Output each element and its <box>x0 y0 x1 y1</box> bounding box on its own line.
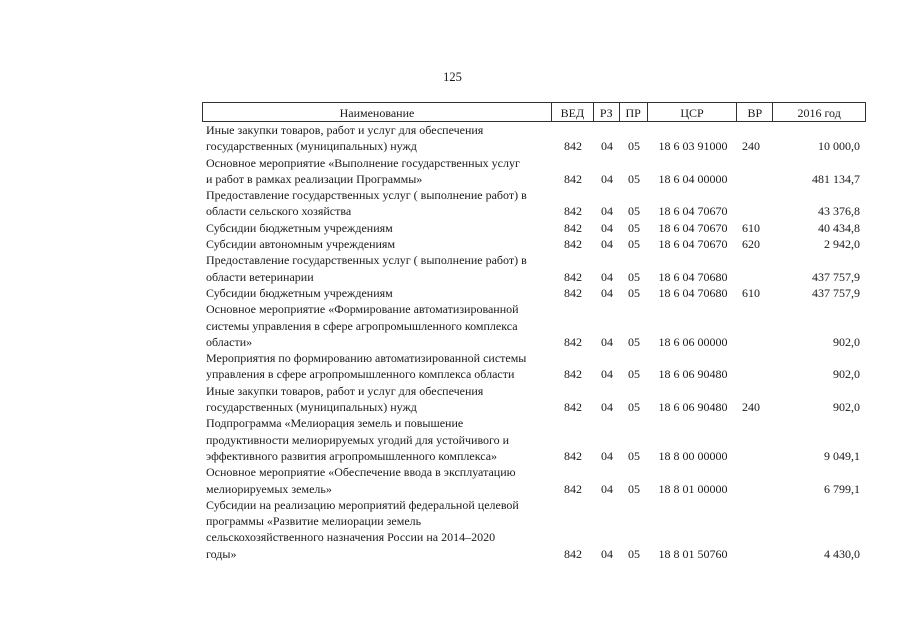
header-name: Наименование <box>203 103 552 121</box>
row-name-line: и работ в рамках реализации Программы» <box>206 171 423 186</box>
row-name-line: Иные закупки товаров, работ и услуг для обеспечения <box>206 383 484 398</box>
row-pr: 05 <box>628 237 640 252</box>
row-ved: 842 <box>564 334 582 349</box>
table-row <box>202 350 866 383</box>
row-name-line: государственных (муниципальных) нужд <box>206 139 417 154</box>
row-csr: 18 6 04 70670 <box>658 220 728 235</box>
row-name-line: Подпрограмма «Мелиорация земель и повышение <box>206 416 464 431</box>
table-row <box>202 236 866 252</box>
row-name <box>202 122 552 155</box>
row-name-line: Субсидии бюджетным учреждениям <box>206 220 393 235</box>
row-csr: 18 6 04 70680 <box>658 269 728 284</box>
row-rz: 04 <box>601 220 613 235</box>
row-ved: 842 <box>564 448 582 463</box>
header-csr: ЦСР <box>648 103 738 121</box>
row-csr: 18 8 01 00000 <box>658 481 728 496</box>
row-amount: 43 376,8 <box>818 204 860 219</box>
page-number: 125 <box>443 70 462 84</box>
row-ved: 842 <box>564 237 582 252</box>
row-ved: 842 <box>564 285 582 300</box>
row-name <box>202 350 552 383</box>
row-name-line: Предоставление государственных услуг ( выполнение работ) в <box>206 253 527 268</box>
row-name-line: Субсидии бюджетным учреждениям <box>206 285 393 300</box>
row-amount: 437 757,9 <box>812 269 860 284</box>
row-name-line: эффективного развития агропромышленного комплекса» <box>206 448 498 463</box>
row-csr: 18 8 01 50760 <box>658 546 728 561</box>
row-amount: 9 049,1 <box>824 448 860 463</box>
row-name-line: управления в сфере агропромышленного комплекса области <box>206 367 515 382</box>
row-amount: 481 134,7 <box>812 171 860 186</box>
row-ved: 842 <box>564 204 582 219</box>
header-year: 2016 год <box>797 106 841 120</box>
row-rz: 04 <box>601 269 613 284</box>
table-row <box>202 122 866 155</box>
row-pr: 05 <box>628 285 640 300</box>
row-name-line: государственных (муниципальных) нужд <box>206 400 417 415</box>
row-name <box>202 236 552 252</box>
header-ved: ВЕД <box>552 103 594 121</box>
row-pr: 05 <box>628 448 640 463</box>
table-row <box>202 220 866 236</box>
row-csr: 18 6 06 00000 <box>658 334 728 349</box>
table-row <box>202 415 866 464</box>
row-name-line: области» <box>206 334 253 349</box>
row-vr: 240 <box>742 400 760 415</box>
table-header <box>202 102 866 122</box>
row-ved: 842 <box>564 367 582 382</box>
row-name <box>202 383 552 416</box>
row-pr: 05 <box>628 481 640 496</box>
row-csr: 18 6 04 70680 <box>658 285 728 300</box>
row-rz: 04 <box>601 546 613 561</box>
row-amount: 437 757,9 <box>812 285 860 300</box>
row-vr: 610 <box>742 285 760 300</box>
table-row <box>202 252 866 285</box>
row-pr: 05 <box>628 220 640 235</box>
row-name <box>202 155 552 188</box>
row-name <box>202 301 552 350</box>
row-amount: 902,0 <box>833 400 860 415</box>
row-rz: 04 <box>601 204 613 219</box>
row-ved: 842 <box>564 269 582 284</box>
row-vr: 240 <box>742 139 760 154</box>
row-amount: 40 434,8 <box>818 220 860 235</box>
row-name-line: Субсидии автономным учреждениям <box>206 237 396 252</box>
row-name-line: Основное мероприятие «Выполнение государственных услуг <box>206 155 520 170</box>
row-name <box>202 252 552 285</box>
row-ved: 842 <box>564 171 582 186</box>
header-vr: ВР <box>737 103 773 121</box>
row-csr: 18 6 03 91000 <box>658 139 728 154</box>
table-row <box>202 497 866 562</box>
row-rz: 04 <box>601 367 613 382</box>
row-name-line: программы «Развитие мелиорации земель <box>206 514 422 529</box>
row-rz: 04 <box>601 481 613 496</box>
row-pr: 05 <box>628 171 640 186</box>
row-vr: 610 <box>742 220 760 235</box>
table-row <box>202 187 866 220</box>
row-name-line: Субсидии на реализацию мероприятий федеральной целевой <box>206 497 519 512</box>
table-row <box>202 301 866 350</box>
row-amount: 4 430,0 <box>824 546 860 561</box>
table-row <box>202 285 866 301</box>
row-rz: 04 <box>601 400 613 415</box>
row-amount: 10 000,0 <box>818 139 860 154</box>
row-csr: 18 6 04 00000 <box>658 171 728 186</box>
row-amount: 6 799,1 <box>824 481 860 496</box>
row-amount: 902,0 <box>833 334 860 349</box>
row-pr: 05 <box>628 546 640 561</box>
row-pr: 05 <box>628 334 640 349</box>
row-rz: 04 <box>601 171 613 186</box>
row-rz: 04 <box>601 448 613 463</box>
row-name <box>202 415 552 464</box>
row-name-line: системы управления в сфере агропромышленного комплекса <box>206 318 518 333</box>
row-pr: 05 <box>628 139 640 154</box>
row-pr: 05 <box>628 400 640 415</box>
row-name-line: Основное мероприятие «Обеспечение ввода в эксплуатацию <box>206 465 516 480</box>
row-amount: 2 942,0 <box>824 237 860 252</box>
row-name-line: Иные закупки товаров, работ и услуг для обеспечения <box>206 123 484 137</box>
row-name <box>202 285 552 301</box>
row-csr: 18 6 06 90480 <box>658 400 728 415</box>
row-name <box>202 220 552 236</box>
row-name-line: Основное мероприятие «Формирование автоматизированной <box>206 302 519 317</box>
budget-table <box>202 102 866 562</box>
row-name-line: области ветеринарии <box>206 269 314 284</box>
row-name-line: продуктивности мелиорируемых угодий для устойчивого и <box>206 432 510 447</box>
row-csr: 18 8 00 00000 <box>658 448 728 463</box>
row-rz: 04 <box>601 285 613 300</box>
row-name-line: годы» <box>206 546 237 561</box>
row-name-line: Предоставление государственных услуг ( выполнение работ) в <box>206 188 527 203</box>
row-pr: 05 <box>628 204 640 219</box>
row-rz: 04 <box>601 237 613 252</box>
row-amount: 902,0 <box>833 367 860 382</box>
row-rz: 04 <box>601 334 613 349</box>
table-body <box>202 122 866 562</box>
row-name-line: области сельского хозяйства <box>206 204 352 219</box>
table-row <box>202 383 866 416</box>
row-rz: 04 <box>601 139 613 154</box>
row-pr: 05 <box>628 269 640 284</box>
row-name-line: сельскохозяйственного назначения России на 2014–2020 <box>206 530 496 545</box>
row-ved: 842 <box>564 546 582 561</box>
row-pr: 05 <box>628 367 640 382</box>
row-ved: 842 <box>564 481 582 496</box>
row-vr: 620 <box>742 237 760 252</box>
header-pr: ПР <box>620 103 648 121</box>
header-rz: РЗ <box>594 103 620 121</box>
row-name <box>202 464 552 497</box>
row-name-line: мелиорируемых земель» <box>206 481 332 496</box>
row-csr: 18 6 04 70670 <box>658 204 728 219</box>
row-ved: 842 <box>564 400 582 415</box>
row-name <box>202 187 552 220</box>
row-ved: 842 <box>564 220 582 235</box>
table-row <box>202 464 866 497</box>
row-ved: 842 <box>564 139 582 154</box>
row-name <box>202 497 552 562</box>
table-row <box>202 155 866 188</box>
row-csr: 18 6 04 70670 <box>658 237 728 252</box>
row-csr: 18 6 06 90480 <box>658 367 728 382</box>
row-name-line: Мероприятия по формированию автоматизированной системы <box>206 351 527 366</box>
